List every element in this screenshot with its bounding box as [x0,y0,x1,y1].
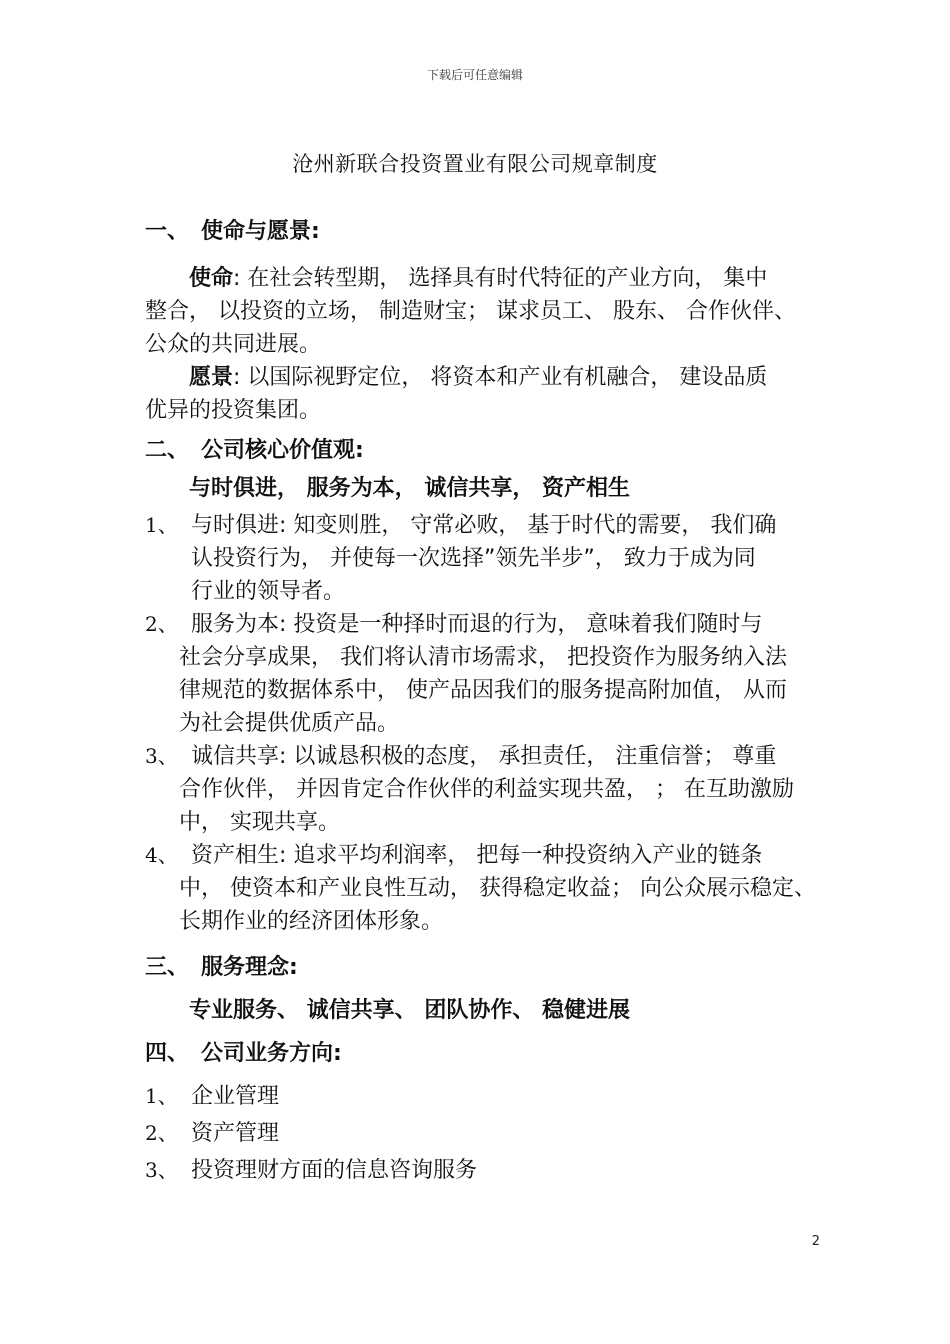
list-item [145,1078,815,1115]
list-marker: 2、 [145,612,178,636]
list-item-first-line: 与时俱进: 知变则胜， 守常必败， 基于时代的需要， 我们确 [191,513,777,538]
list-marker: 3、 [145,744,178,768]
list-item-text: 资产管理 [191,1121,280,1146]
list-item [145,1115,815,1152]
section-heading-core-values [145,433,815,469]
list-marker: 1、 [145,1084,178,1108]
list-item [145,509,815,608]
document-body [145,214,815,1189]
list-marker: 1、 [145,513,178,537]
list-item [145,839,815,938]
list-item-line: 社会分享成果， 我们将认清市场需求， 把投资作为服务纳入法 [179,645,787,670]
section-title: 使命与愿景: [201,219,320,244]
section-heading-mission-vision [145,214,815,250]
list-item [145,1152,815,1189]
list-item-line: 律规范的数据体系中， 使产品因我们的服务提高附加值， 从而 [179,678,787,703]
list-item-text: 投资理财方面的信息咨询服务 [191,1158,478,1183]
list-item-first-line: 资产相生: 追求平均利润率， 把每一种投资纳入产业的链条 [191,843,763,868]
service-concept-motto: 专业服务、 诚信共享、 团队协作、 稳健进展 [189,998,630,1023]
mission-line-1 [145,262,815,295]
section-heading-service-concept [145,950,815,986]
core-values-motto: 与时俱进， 服务为本， 诚信共享， 资产相生 [189,476,630,501]
list-item-first-line: 诚信共享: 以诚恳积极的态度， 承担责任， 注重信誉； 尊重 [191,744,777,769]
mission-label: 使命 [189,266,234,291]
vision-label: 愿景 [189,365,234,390]
list-item-line: 为社会提供优质产品。 [179,711,400,736]
mission-line-3: 公众的共同进展。 [145,332,322,357]
section-number: 二、 [145,438,190,463]
vision-text-1: : 以国际视野定位， 将资本和产业有机融合， 建设品质 [233,365,768,390]
list-marker: 4、 [145,843,178,867]
list-marker: 3、 [145,1158,178,1182]
page-number: 2 [811,1234,820,1249]
section-number: 四、 [145,1041,190,1066]
list-item-first-line: 服务为本: 投资是一种择时而退的行为， 意味着我们随时与 [191,612,763,637]
document-title: 沧州新联合投资置业有限公司规章制度 [292,152,658,176]
list-item [145,608,815,740]
list-marker: 2、 [145,1121,178,1145]
list-item [145,740,815,839]
vision-line-1 [145,361,815,394]
section-title: 公司核心价值观: [201,438,364,463]
section-title: 服务理念: [201,955,298,980]
mission-text-1: : 在社会转型期， 选择具有时代特征的产业方向， 集中 [233,266,768,291]
list-item-text: 企业管理 [191,1084,280,1109]
header-note: 下载后可任意编辑 [426,68,523,82]
list-item-line: 认投资行为， 并使每一次选择”领先半步”， 致力于成为同 [191,546,756,571]
list-item-line: 长期作业的经济团体形象。 [179,909,444,934]
vision-line-2: 优异的投资集团。 [145,398,322,423]
list-item-line: 中， 使资本和产业良性互动， 获得稳定收益； 向公众展示稳定、 [179,876,816,901]
section-number: 一、 [145,219,190,244]
section-heading-business [145,1036,815,1072]
mission-line-2: 整合， 以投资的立场， 制造财宝； 谋求员工、 股东、 合作伙伴、 [145,299,796,324]
list-item-line: 合作伙伴， 并因肯定合作伙伴的利益实现共盈， ； 在互助激励 [179,777,794,802]
list-item-line: 中， 实现共享。 [179,810,340,835]
section-title: 公司业务方向: [201,1041,342,1066]
section-number: 三、 [145,955,190,980]
list-item-line: 行业的领导者。 [191,579,346,604]
